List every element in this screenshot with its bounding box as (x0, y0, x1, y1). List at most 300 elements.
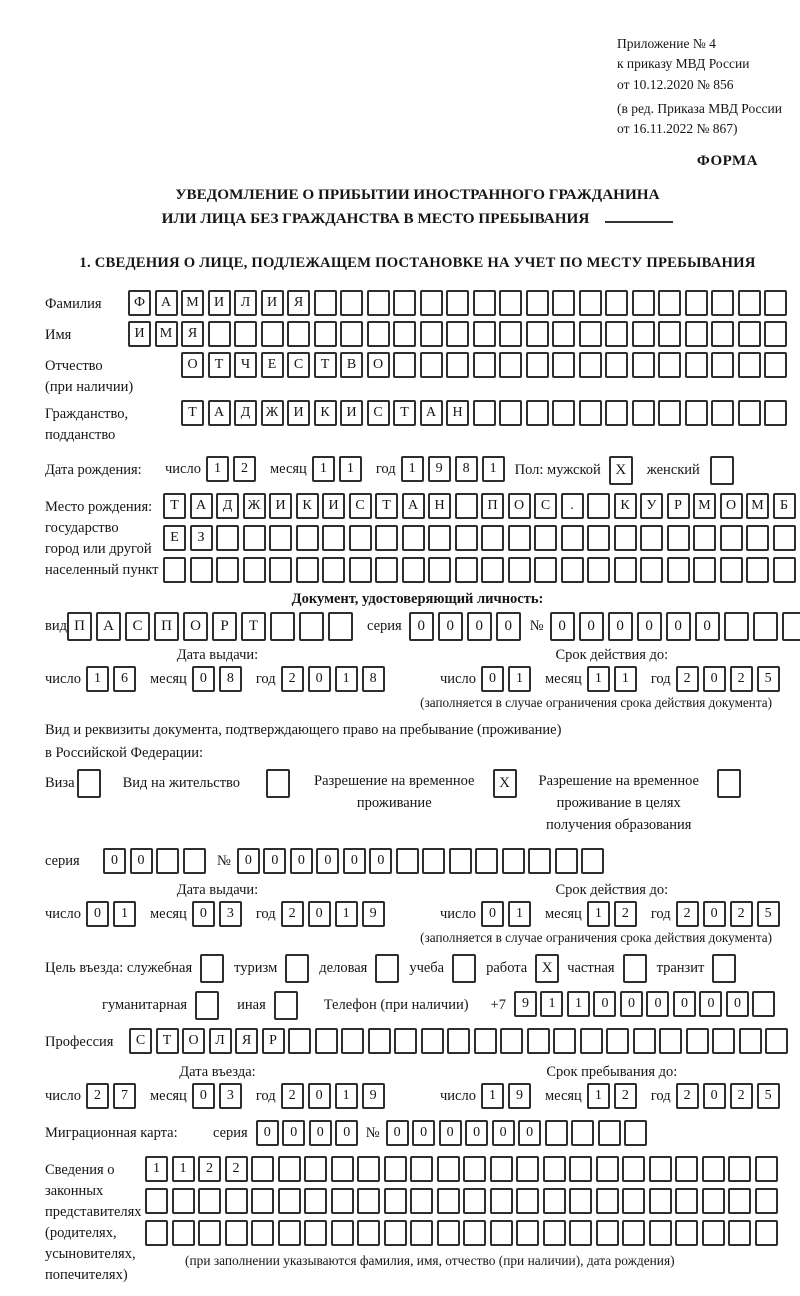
char-box[interactable] (314, 290, 337, 316)
char-box[interactable] (632, 321, 655, 347)
char-box[interactable] (490, 1156, 513, 1182)
char-box[interactable]: 7 (113, 1083, 136, 1109)
char-box[interactable] (225, 1188, 248, 1214)
char-box[interactable] (658, 321, 681, 347)
char-box[interactable] (198, 1220, 221, 1246)
char-box[interactable]: О (181, 352, 204, 378)
char-box[interactable] (685, 352, 708, 378)
char-box[interactable]: И (128, 321, 151, 347)
char-box[interactable]: 0 (646, 991, 669, 1017)
char-box[interactable] (299, 612, 324, 641)
char-box[interactable] (357, 1156, 380, 1182)
char-box[interactable] (473, 290, 496, 316)
char-box[interactable]: Ж (261, 400, 284, 426)
char-box[interactable] (490, 1220, 513, 1246)
char-box[interactable]: Я (287, 290, 310, 316)
char-box[interactable]: 2 (730, 1083, 753, 1109)
char-box[interactable] (543, 1220, 566, 1246)
char-box[interactable] (315, 1028, 338, 1054)
char-box[interactable] (172, 1220, 195, 1246)
char-box[interactable] (304, 1156, 327, 1182)
char-box[interactable]: 0 (130, 848, 153, 874)
char-box[interactable]: 0 (481, 901, 504, 927)
char-box[interactable]: М (181, 290, 204, 316)
char-box[interactable] (216, 525, 239, 551)
char-box[interactable] (579, 400, 602, 426)
char-box[interactable] (288, 1028, 311, 1054)
char-box[interactable] (711, 352, 734, 378)
char-box[interactable]: 2 (281, 666, 304, 692)
char-box[interactable] (614, 557, 637, 583)
char-box[interactable] (526, 352, 549, 378)
char-box[interactable] (393, 352, 416, 378)
char-box[interactable]: 1 (312, 456, 335, 482)
char-box[interactable]: 0 (343, 848, 366, 874)
char-box[interactable]: И (269, 493, 292, 519)
char-box[interactable] (773, 557, 796, 583)
char-box[interactable] (598, 1120, 621, 1146)
char-box[interactable] (702, 1156, 725, 1182)
char-box[interactable]: 0 (237, 848, 260, 874)
char-box[interactable]: 0 (699, 991, 722, 1017)
char-box[interactable]: 1 (540, 991, 563, 1017)
char-box[interactable] (711, 321, 734, 347)
char-box[interactable]: Т (314, 352, 337, 378)
char-box[interactable] (622, 1188, 645, 1214)
char-box[interactable] (632, 290, 655, 316)
char-box[interactable]: М (693, 493, 716, 519)
char-box[interactable] (543, 1188, 566, 1214)
char-box[interactable]: 0 (492, 1120, 515, 1146)
char-box[interactable] (526, 321, 549, 347)
char-box[interactable] (357, 1220, 380, 1246)
char-box[interactable]: 0 (308, 666, 331, 692)
char-box[interactable] (502, 848, 525, 874)
char-box[interactable]: Р (262, 1028, 285, 1054)
char-box[interactable] (198, 1188, 221, 1214)
char-box[interactable] (561, 557, 584, 583)
char-box[interactable] (208, 321, 231, 347)
sex-female-checkbox[interactable] (710, 456, 734, 485)
char-box[interactable]: С (125, 612, 150, 641)
char-box[interactable]: 0 (192, 1083, 215, 1109)
char-box[interactable]: 0 (316, 848, 339, 874)
char-box[interactable] (261, 321, 284, 347)
char-box[interactable] (552, 352, 575, 378)
char-box[interactable]: 2 (198, 1156, 221, 1182)
char-box[interactable]: 0 (409, 612, 434, 641)
char-box[interactable]: 2 (676, 901, 699, 927)
char-box[interactable]: М (155, 321, 178, 347)
char-box[interactable]: 0 (309, 1120, 332, 1146)
char-box[interactable]: 0 (282, 1120, 305, 1146)
char-box[interactable] (500, 1028, 523, 1054)
char-box[interactable] (251, 1156, 274, 1182)
char-box[interactable] (649, 1156, 672, 1182)
char-box[interactable]: А (96, 612, 121, 641)
char-box[interactable]: 2 (676, 666, 699, 692)
purpose-humanitarian-checkbox[interactable] (195, 991, 219, 1020)
char-box[interactable]: Ч (234, 352, 257, 378)
char-box[interactable]: 0 (386, 1120, 409, 1146)
char-box[interactable]: 0 (703, 1083, 726, 1109)
char-box[interactable]: 0 (593, 991, 616, 1017)
char-box[interactable] (728, 1188, 751, 1214)
char-box[interactable]: 0 (703, 901, 726, 927)
char-box[interactable] (755, 1188, 778, 1214)
char-box[interactable] (269, 525, 292, 551)
char-box[interactable] (490, 1188, 513, 1214)
char-box[interactable] (640, 557, 663, 583)
char-box[interactable] (632, 400, 655, 426)
char-box[interactable] (596, 1220, 619, 1246)
char-box[interactable] (367, 321, 390, 347)
char-box[interactable] (605, 352, 628, 378)
char-box[interactable] (314, 321, 337, 347)
char-box[interactable] (587, 493, 610, 519)
char-box[interactable] (685, 321, 708, 347)
char-box[interactable] (331, 1220, 354, 1246)
char-box[interactable] (304, 1188, 327, 1214)
char-box[interactable] (455, 493, 478, 519)
char-box[interactable]: П (67, 612, 92, 641)
char-box[interactable]: И (322, 493, 345, 519)
char-box[interactable]: 9 (508, 1083, 531, 1109)
char-box[interactable]: 1 (587, 901, 610, 927)
char-box[interactable] (764, 290, 787, 316)
char-box[interactable] (393, 321, 416, 347)
char-box[interactable]: О (183, 612, 208, 641)
char-box[interactable]: 0 (192, 901, 215, 927)
char-box[interactable] (702, 1220, 725, 1246)
char-box[interactable]: О (367, 352, 390, 378)
char-box[interactable] (561, 525, 584, 551)
char-box[interactable] (410, 1156, 433, 1182)
purpose-work-checkbox[interactable]: X (535, 954, 559, 983)
char-box[interactable] (410, 1220, 433, 1246)
char-box[interactable]: 1 (113, 901, 136, 927)
char-box[interactable] (394, 1028, 417, 1054)
char-box[interactable]: 1 (587, 666, 610, 692)
temp-residence-edu-checkbox[interactable] (717, 769, 741, 798)
char-box[interactable]: Т (375, 493, 398, 519)
char-box[interactable]: 2 (730, 901, 753, 927)
char-box[interactable] (667, 525, 690, 551)
char-box[interactable]: 1 (172, 1156, 195, 1182)
char-box[interactable] (738, 290, 761, 316)
char-box[interactable]: И (287, 400, 310, 426)
char-box[interactable] (296, 525, 319, 551)
char-box[interactable] (243, 557, 266, 583)
char-box[interactable]: Л (234, 290, 257, 316)
char-box[interactable] (543, 1156, 566, 1182)
char-box[interactable]: О (720, 493, 743, 519)
char-box[interactable]: А (155, 290, 178, 316)
char-box[interactable]: 0 (308, 901, 331, 927)
char-box[interactable] (658, 352, 681, 378)
char-box[interactable] (516, 1156, 539, 1182)
char-box[interactable] (499, 400, 522, 426)
char-box[interactable] (712, 1028, 735, 1054)
char-box[interactable]: С (129, 1028, 152, 1054)
char-box[interactable]: Я (181, 321, 204, 347)
char-box[interactable] (606, 1028, 629, 1054)
char-box[interactable] (667, 557, 690, 583)
char-box[interactable] (421, 1028, 444, 1054)
char-box[interactable] (728, 1220, 751, 1246)
char-box[interactable]: Ф (128, 290, 151, 316)
sex-male-checkbox[interactable]: X (609, 456, 633, 485)
char-box[interactable] (331, 1156, 354, 1182)
char-box[interactable]: 1 (86, 666, 109, 692)
char-box[interactable] (183, 848, 206, 874)
char-box[interactable] (596, 1156, 619, 1182)
char-box[interactable] (455, 525, 478, 551)
char-box[interactable]: 0 (86, 901, 109, 927)
char-box[interactable]: У (640, 493, 663, 519)
char-box[interactable] (270, 612, 295, 641)
char-box[interactable]: С (534, 493, 557, 519)
char-box[interactable] (579, 352, 602, 378)
char-box[interactable] (473, 321, 496, 347)
char-box[interactable]: 2 (225, 1156, 248, 1182)
char-box[interactable] (764, 321, 787, 347)
char-box[interactable] (473, 400, 496, 426)
char-box[interactable]: 9 (362, 1083, 385, 1109)
char-box[interactable]: К (614, 493, 637, 519)
char-box[interactable]: Р (667, 493, 690, 519)
char-box[interactable] (640, 525, 663, 551)
char-box[interactable] (552, 400, 575, 426)
char-box[interactable] (163, 557, 186, 583)
char-box[interactable]: 5 (757, 901, 780, 927)
char-box[interactable]: Л (209, 1028, 232, 1054)
char-box[interactable]: 0 (103, 848, 126, 874)
char-box[interactable] (341, 1028, 364, 1054)
char-box[interactable]: Т (393, 400, 416, 426)
char-box[interactable] (437, 1188, 460, 1214)
char-box[interactable] (746, 557, 769, 583)
char-box[interactable]: А (420, 400, 443, 426)
char-box[interactable] (658, 400, 681, 426)
char-box[interactable] (234, 321, 257, 347)
char-box[interactable] (446, 290, 469, 316)
char-box[interactable] (633, 1028, 656, 1054)
char-box[interactable] (367, 290, 390, 316)
char-box[interactable] (375, 525, 398, 551)
char-box[interactable]: 0 (579, 612, 604, 641)
char-box[interactable]: 2 (614, 1083, 637, 1109)
char-box[interactable]: Д (216, 493, 239, 519)
char-box[interactable]: 2 (86, 1083, 109, 1109)
char-box[interactable]: 0 (467, 612, 492, 641)
char-box[interactable] (624, 1120, 647, 1146)
char-box[interactable] (331, 1188, 354, 1214)
char-box[interactable] (499, 321, 522, 347)
char-box[interactable] (526, 290, 549, 316)
char-box[interactable]: 2 (233, 456, 256, 482)
char-box[interactable]: Р (212, 612, 237, 641)
char-box[interactable] (596, 1188, 619, 1214)
char-box[interactable] (555, 848, 578, 874)
char-box[interactable] (420, 352, 443, 378)
char-box[interactable]: Б (773, 493, 796, 519)
char-box[interactable] (368, 1028, 391, 1054)
char-box[interactable] (553, 1028, 576, 1054)
char-box[interactable] (393, 290, 416, 316)
char-box[interactable] (516, 1220, 539, 1246)
char-box[interactable]: 0 (256, 1120, 279, 1146)
char-box[interactable] (481, 525, 504, 551)
char-box[interactable] (446, 352, 469, 378)
char-box[interactable]: Е (261, 352, 284, 378)
char-box[interactable] (587, 525, 610, 551)
temp-residence-checkbox[interactable]: X (493, 769, 517, 798)
char-box[interactable] (402, 525, 425, 551)
char-box[interactable] (296, 557, 319, 583)
char-box[interactable]: Я (235, 1028, 258, 1054)
char-box[interactable] (753, 612, 778, 641)
char-box[interactable] (145, 1188, 168, 1214)
residence-permit-checkbox[interactable] (266, 769, 290, 798)
char-box[interactable]: И (340, 400, 363, 426)
char-box[interactable] (728, 1156, 751, 1182)
char-box[interactable] (422, 848, 445, 874)
char-box[interactable] (499, 352, 522, 378)
char-box[interactable]: 0 (438, 612, 463, 641)
char-box[interactable]: 2 (730, 666, 753, 692)
char-box[interactable] (738, 321, 761, 347)
char-box[interactable] (569, 1220, 592, 1246)
char-box[interactable]: И (208, 290, 231, 316)
char-box[interactable] (693, 525, 716, 551)
char-box[interactable]: 0 (290, 848, 313, 874)
char-box[interactable] (172, 1188, 195, 1214)
char-box[interactable] (278, 1220, 301, 1246)
char-box[interactable] (402, 557, 425, 583)
char-box[interactable]: 1 (481, 1083, 504, 1109)
char-box[interactable] (765, 1028, 788, 1054)
char-box[interactable] (534, 557, 557, 583)
char-box[interactable] (622, 1220, 645, 1246)
char-box[interactable] (322, 557, 345, 583)
char-box[interactable] (328, 612, 353, 641)
char-box[interactable]: 0 (620, 991, 643, 1017)
char-box[interactable]: 1 (145, 1156, 168, 1182)
char-box[interactable] (569, 1188, 592, 1214)
char-box[interactable]: 2 (281, 1083, 304, 1109)
char-box[interactable]: 0 (673, 991, 696, 1017)
char-box[interactable]: 3 (219, 1083, 242, 1109)
char-box[interactable] (605, 400, 628, 426)
char-box[interactable] (446, 321, 469, 347)
char-box[interactable]: Т (156, 1028, 179, 1054)
purpose-transit-checkbox[interactable] (712, 954, 736, 983)
char-box[interactable]: 1 (482, 456, 505, 482)
char-box[interactable] (473, 352, 496, 378)
char-box[interactable] (534, 525, 557, 551)
char-box[interactable]: 0 (308, 1083, 331, 1109)
char-box[interactable] (349, 525, 372, 551)
char-box[interactable] (764, 352, 787, 378)
char-box[interactable] (410, 1188, 433, 1214)
char-box[interactable] (755, 1156, 778, 1182)
char-box[interactable] (463, 1220, 486, 1246)
char-box[interactable]: Т (208, 352, 231, 378)
char-box[interactable] (685, 290, 708, 316)
char-box[interactable] (693, 557, 716, 583)
char-box[interactable]: 1 (587, 1083, 610, 1109)
char-box[interactable] (738, 400, 761, 426)
char-box[interactable]: 5 (757, 1083, 780, 1109)
char-box[interactable] (375, 557, 398, 583)
char-box[interactable] (581, 848, 604, 874)
char-box[interactable]: 5 (757, 666, 780, 692)
char-box[interactable]: 8 (219, 666, 242, 692)
char-box[interactable] (437, 1156, 460, 1182)
char-box[interactable]: 1 (508, 901, 531, 927)
char-box[interactable] (587, 557, 610, 583)
char-box[interactable]: 0 (481, 666, 504, 692)
char-box[interactable]: В (340, 352, 363, 378)
char-box[interactable]: А (208, 400, 231, 426)
char-box[interactable]: 1 (335, 1083, 358, 1109)
char-box[interactable] (481, 557, 504, 583)
char-box[interactable] (384, 1188, 407, 1214)
char-box[interactable] (508, 525, 531, 551)
char-box[interactable]: П (481, 493, 504, 519)
char-box[interactable] (711, 400, 734, 426)
char-box[interactable]: 0 (608, 612, 633, 641)
char-box[interactable] (287, 321, 310, 347)
char-box[interactable]: 3 (219, 901, 242, 927)
char-box[interactable]: 0 (637, 612, 662, 641)
char-box[interactable]: А (402, 493, 425, 519)
char-box[interactable] (428, 557, 451, 583)
char-box[interactable] (685, 400, 708, 426)
char-box[interactable] (649, 1220, 672, 1246)
char-box[interactable] (569, 1156, 592, 1182)
char-box[interactable]: И (261, 290, 284, 316)
char-box[interactable] (580, 1028, 603, 1054)
visa-checkbox[interactable] (77, 769, 101, 798)
char-box[interactable] (455, 557, 478, 583)
char-box[interactable]: 0 (369, 848, 392, 874)
char-box[interactable]: 6 (113, 666, 136, 692)
char-box[interactable] (225, 1220, 248, 1246)
char-box[interactable]: З (190, 525, 213, 551)
char-box[interactable]: К (296, 493, 319, 519)
char-box[interactable] (752, 991, 775, 1017)
char-box[interactable] (552, 290, 575, 316)
char-box[interactable]: 0 (518, 1120, 541, 1146)
char-box[interactable] (605, 321, 628, 347)
char-box[interactable] (632, 352, 655, 378)
char-box[interactable] (686, 1028, 709, 1054)
char-box[interactable]: Е (163, 525, 186, 551)
char-box[interactable]: М (746, 493, 769, 519)
char-box[interactable] (579, 290, 602, 316)
char-box[interactable]: О (182, 1028, 205, 1054)
char-box[interactable]: . (561, 493, 584, 519)
char-box[interactable] (463, 1188, 486, 1214)
char-box[interactable]: 2 (281, 901, 304, 927)
char-box[interactable] (527, 1028, 550, 1054)
char-box[interactable] (738, 352, 761, 378)
char-box[interactable] (702, 1188, 725, 1214)
char-box[interactable]: 0 (263, 848, 286, 874)
char-box[interactable]: 1 (335, 901, 358, 927)
